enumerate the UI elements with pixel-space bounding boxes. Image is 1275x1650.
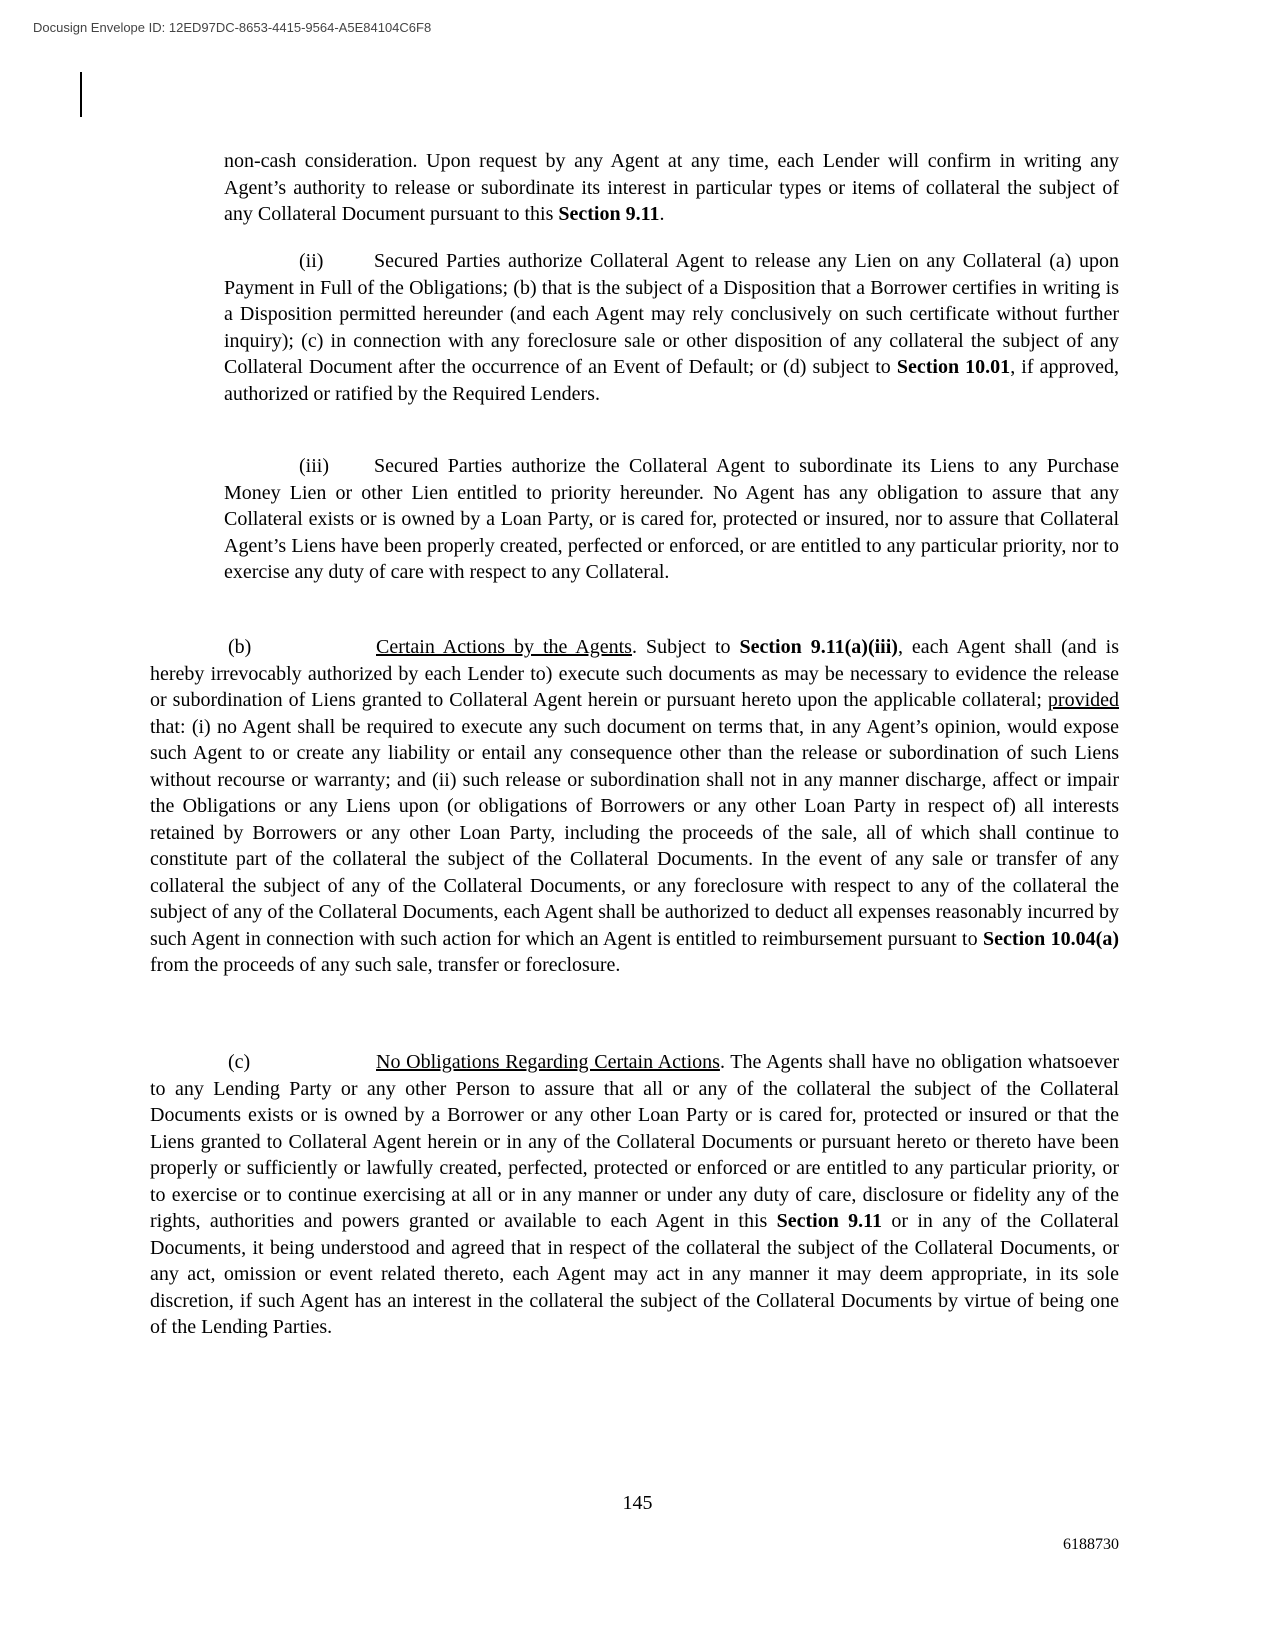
p5-section-ref: Section 9.11 — [776, 1210, 883, 1232]
document-number: 6188730 — [1063, 1536, 1119, 1553]
provided-term: provided — [1047, 689, 1119, 711]
p4-text-1: , each Agent shall (and is hereby irrevocably authorized by each Lender to) execute such documents as may be necessary to evidence the release or subordination of Liens granted to Collateral Agent herein or pursuant hereto upon the applicable collateral; — [150, 636, 1119, 711]
clause-heading-c: No Obligations Regarding Certain Actions — [376, 1051, 720, 1073]
revision-bar — [80, 72, 82, 117]
p4-section-ref-2: Section 10.04(a) — [983, 927, 1120, 950]
p4-text-0: . Subject to — [631, 636, 740, 658]
paragraph-c — [150, 1049, 1119, 1341]
page-number: 145 — [622, 1492, 653, 1514]
p1-text-1: non-cash consideration. Upon request by any Agent at any time, each Lender will confirm in writing any Agent’s authority to release or subordinate its interest in particular types or items of collateral the subject of any Collateral Document pursuant to this — [224, 150, 1119, 225]
paragraph-b — [150, 634, 1119, 979]
envelope-id: Docusign Envelope ID: 12ED97DC-8653-4415-9564-A5E84104C6F8 — [33, 20, 432, 35]
clause-label-b: (b) — [228, 636, 252, 658]
p4-text-3: from the proceeds of any such sale, transfer or foreclosure. — [150, 954, 621, 976]
p1-section-ref: Section 9.11 — [558, 203, 660, 225]
p2-text-1: Secured Parties authorize Collateral Agent to release any Lien on any Collateral (a) upon Payment in Full of the Obligations; (b) that is the subject of a Disposition that a Borrower certifies in writing is a Disposition permitted hereunder (and each Agent may rely conclusively on such certificate without further inquiry); (c) in connection with any foreclosure sale or other disposition of any collateral the subject of any Collateral Document after the occurrence of an Event of Default; or (d) subject to — [224, 250, 1119, 378]
p4-section-ref-1: Section 9.11(a)(iii) — [739, 636, 898, 658]
clause-label-ii: (ii) — [299, 250, 324, 272]
clause-label-iii: (iii) — [299, 455, 329, 477]
p2-section-ref: Section 10.01 — [896, 356, 1011, 378]
p5-text-1: . The Agents shall have no obligation whatsoever to any Lending Party or any other Person to assure that all or any of the collateral the subject of the Collateral Documents exists or is owned by a Borrower or any other Loan Party or is cared for, protected or insured or that the Liens granted to Collateral Agent herein or in any of the Collateral Documents or pursuant hereto or thereto have been properly or sufficiently or lawfully created, perfected, protected or enforced or are entitled to any particular priority, or to exercise or to continue exercising at all or in any manner or under any duty of care, disclosure or fidelity any of the rights, authorities and powers granted or available to each Agent in this — [150, 1051, 1119, 1232]
paragraph-continuation — [224, 148, 1119, 228]
p3-text-1: Secured Parties authorize the Collateral Agent to subordinate its Liens to any Purchase Money Lien or other Lien entitled to priority hereunder. No Agent has any obligation to assure that any Collateral exists or is owned by a Loan Party, or is cared for, protected or insured, nor to assure that Collateral Agent’s Liens have been properly created, perfected or enforced, or are entitled to any particular priority, nor to exercise any duty of care with respect to any Collateral. — [224, 455, 1119, 583]
paragraph-iii — [224, 453, 1119, 586]
p1-text-2: . — [659, 203, 665, 225]
p5-text-2: or in any of the Collateral Documents, it being understood and agreed that in respect of the collateral the subject of the Collateral Documents, or any act, omission or event related thereto, each Agent may act in any manner it may deem appropriate, in its sole discretion, if such Agent has an interest in the collateral the subject of the Collateral Documents by virtue of being one of the Lending Parties. — [150, 1210, 1119, 1338]
paragraph-ii — [224, 248, 1119, 407]
p2-text-2: , if approved, authorized or ratified by the Required Lenders. — [224, 356, 1120, 405]
clause-heading-b: Certain Actions by the Agents — [376, 636, 632, 658]
clause-label-c: (c) — [228, 1051, 251, 1073]
p4-text-2: that: (i) no Agent shall be required to execute any such document on terms that, in any Agent’s opinion, would expose such Agent to or create any liability or entail any consequence other than the release or subordination of such Liens without recourse or warranty; and (ii) such release or subordination shall not in any manner discharge, affect or impair the Obligations or any Liens upon (or obligations of Borrowers or any other Loan Party in respect of) all interests retained by Borrowers or any other Loan Party, including the proceeds of the sale, all of which shall continue to constitute part of the collateral the subject of the Collateral Documents. In the event of any sale or transfer of any collateral the subject of any of the Collateral Documents, or any foreclosure with respect to any of the collateral the subject of any of the Collateral Documents, each Agent shall be authorized to deduct all expenses reasonably incurred by such Agent in connection with such action for which an Agent is entitled to reimbursement pursuant to — [150, 715, 1119, 950]
